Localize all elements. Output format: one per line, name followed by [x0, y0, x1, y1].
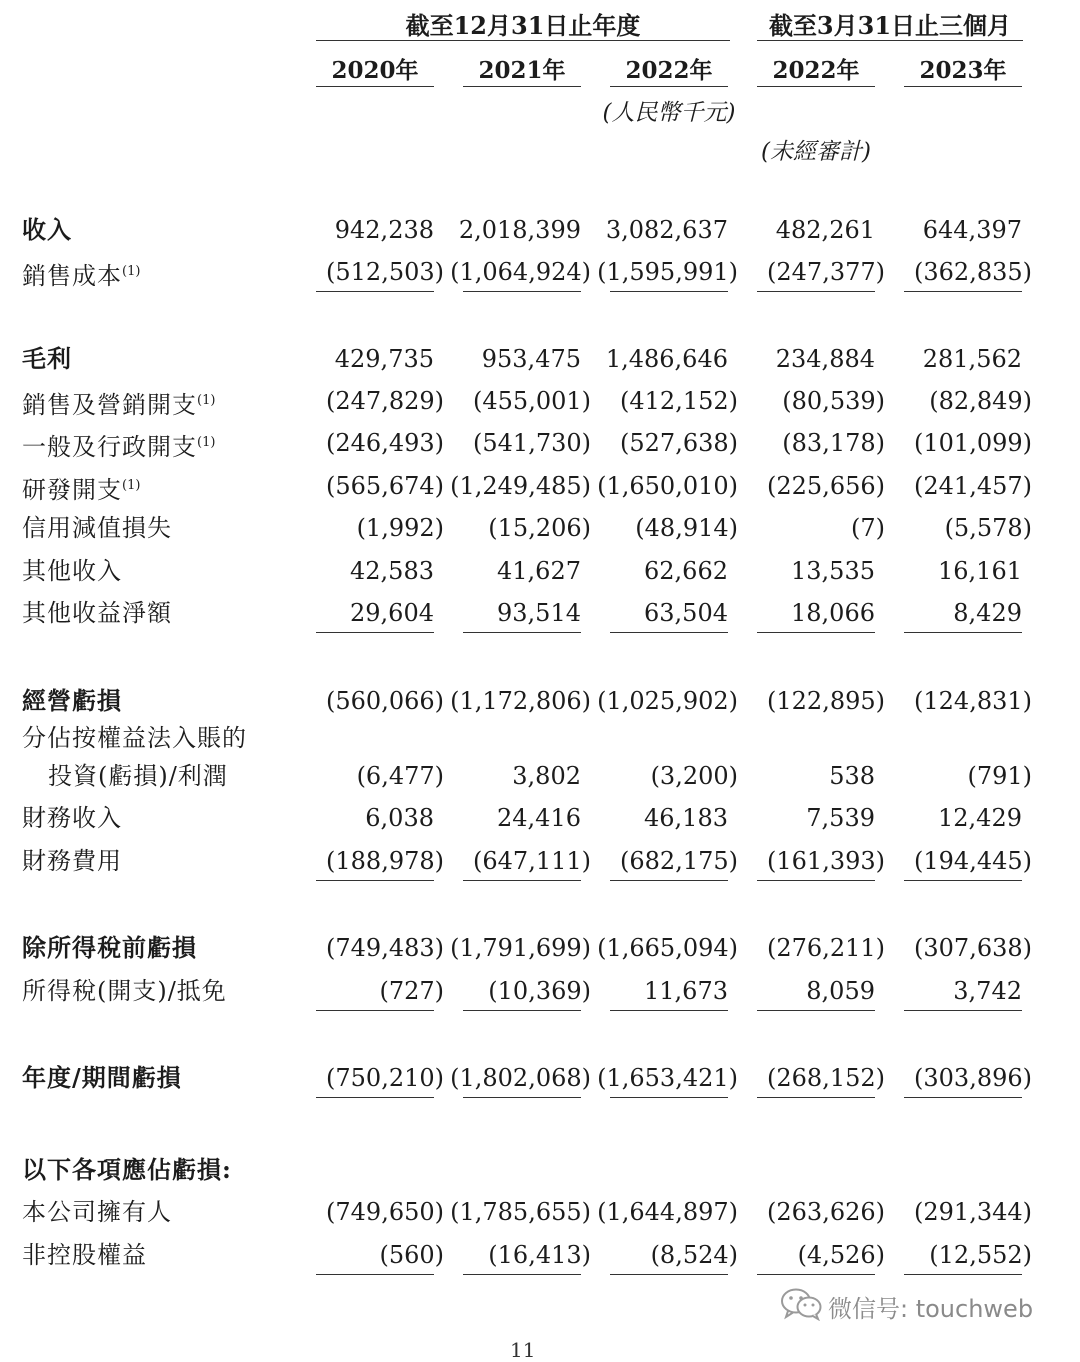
- table-cell: (1,665,094): [597, 934, 738, 962]
- table-cell: (188,978): [326, 847, 444, 875]
- row-label-owners: 本公司擁有人: [22, 1198, 172, 1226]
- table-cell: (161,393): [767, 847, 885, 875]
- table-cell: (455,001): [473, 387, 591, 415]
- table-cell: (1,249,485): [450, 472, 591, 500]
- table-cell: (8,524): [650, 1241, 738, 1269]
- table-cell: 234,884: [775, 345, 875, 373]
- table-cell: (791): [967, 762, 1032, 790]
- header-unaudited: (未經審計): [761, 139, 871, 165]
- table-cell: (749,650): [326, 1198, 444, 1226]
- header-year-2022: 2022年: [625, 57, 713, 84]
- table-cell: (303,896): [914, 1064, 1032, 1092]
- table-cell: (83,178): [782, 429, 885, 457]
- header-year-2022-q1: 2022年: [772, 57, 860, 84]
- section-rule: [316, 880, 434, 881]
- table-cell: (15,206): [488, 514, 591, 542]
- table-cell: 46,183: [644, 804, 728, 832]
- row-label-credit-impairment: 信用減值損失: [22, 514, 172, 542]
- row-label-gross-profit: 毛利: [22, 344, 72, 373]
- row-label-cost-of-sales: 銷售成本$^{(1)}$: [22, 262, 141, 290]
- row-label-operating-loss: 經營虧損: [22, 686, 122, 715]
- table-cell: (682,175): [620, 847, 738, 875]
- table-cell: (101,099): [914, 429, 1032, 457]
- table-cell: (225,656): [767, 472, 885, 500]
- table-cell: (1,644,897): [597, 1198, 738, 1226]
- row-label-loss-attributable: 以下各項應佔虧損:: [22, 1155, 232, 1184]
- section-rule: [463, 632, 581, 633]
- header-year-2020: 2020年: [331, 57, 419, 84]
- section-rule: [316, 1097, 434, 1098]
- table-cell: (48,914): [635, 514, 738, 542]
- header-group-quarterly: 截至3月31日止三個月: [768, 11, 1012, 40]
- table-cell: 482,261: [775, 216, 875, 244]
- section-rule: [610, 1010, 728, 1011]
- section-rule: [757, 1097, 875, 1098]
- row-label-revenue: 收入: [22, 215, 72, 244]
- row-label-non-controlling: 非控股權益: [22, 1241, 147, 1269]
- table-cell: (247,377): [767, 258, 885, 286]
- header-group-quarterly-rule: [757, 40, 1023, 41]
- section-rule: [316, 291, 434, 292]
- section-rule: [463, 291, 581, 292]
- table-cell: 18,066: [791, 599, 875, 627]
- table-cell: (1,653,421): [597, 1064, 738, 1092]
- section-rule: [757, 880, 875, 881]
- table-cell: (1,025,902): [597, 687, 738, 715]
- table-cell: (276,211): [767, 934, 885, 962]
- table-cell: (560,066): [326, 687, 444, 715]
- table-cell: 1,486,646: [605, 345, 728, 373]
- row-label-other-income: 其他收入: [22, 557, 122, 585]
- table-cell: (124,831): [914, 687, 1032, 715]
- section-rule: [757, 1274, 875, 1275]
- table-cell: 16,161: [938, 557, 1022, 585]
- table-cell: (1,595,991): [597, 258, 738, 286]
- wechat-icon: [780, 1287, 824, 1321]
- table-cell: (541,730): [473, 429, 591, 457]
- table-cell: (1,791,699): [450, 934, 591, 962]
- section-rule: [463, 880, 581, 881]
- table-cell: 644,397: [922, 216, 1022, 244]
- header-year-2023-q1: 2023年: [919, 57, 1007, 84]
- table-cell: (5,578): [944, 514, 1032, 542]
- table-cell: (241,457): [914, 472, 1032, 500]
- row-label-equity-method-line2: 投資(虧損)/利潤: [48, 762, 228, 790]
- table-cell: 538: [829, 762, 875, 790]
- table-cell: 3,742: [953, 977, 1022, 1005]
- section-rule: [463, 1097, 581, 1098]
- table-cell: (194,445): [914, 847, 1032, 875]
- section-rule: [904, 291, 1022, 292]
- section-rule: [757, 1010, 875, 1011]
- section-rule: [463, 1010, 581, 1011]
- section-rule: [904, 880, 1022, 881]
- row-label-finance-costs: 財務費用: [22, 847, 122, 875]
- section-rule: [610, 291, 728, 292]
- table-cell: (1,992): [356, 514, 444, 542]
- table-cell: (412,152): [620, 387, 738, 415]
- table-cell: (12,552): [929, 1241, 1032, 1269]
- header-group-annual-rule: [316, 40, 730, 41]
- table-cell: 3,082,637: [605, 216, 728, 244]
- table-cell: 12,429: [938, 804, 1022, 832]
- row-label-income-tax: 所得稅(開支)/抵免: [22, 977, 227, 1005]
- section-rule: [904, 632, 1022, 633]
- row-label-other-gains: 其他收益淨額: [22, 599, 172, 627]
- header-unit: (人民幣千元): [602, 100, 736, 126]
- table-cell: (647,111): [473, 847, 591, 875]
- table-cell: 2,018,399: [458, 216, 581, 244]
- table-cell: (1,785,655): [450, 1198, 591, 1226]
- table-cell: 429,735: [334, 345, 434, 373]
- section-rule: [316, 632, 434, 633]
- section-rule: [316, 1274, 434, 1275]
- row-label-finance-income: 財務收入: [22, 804, 122, 832]
- table-cell: 8,059: [806, 977, 875, 1005]
- table-cell: 281,562: [922, 345, 1022, 373]
- table-cell: 942,238: [334, 216, 434, 244]
- table-cell: 42,583: [350, 557, 434, 585]
- section-rule: [757, 291, 875, 292]
- table-cell: (268,152): [767, 1064, 885, 1092]
- table-cell: 6,038: [365, 804, 434, 832]
- table-cell: (246,493): [326, 429, 444, 457]
- table-cell: (291,344): [914, 1198, 1032, 1226]
- section-rule: [610, 1274, 728, 1275]
- table-cell: (7): [851, 514, 885, 542]
- table-cell: 24,416: [497, 804, 581, 832]
- table-cell: 29,604: [350, 599, 434, 627]
- section-rule: [316, 1010, 434, 1011]
- table-cell: 62,662: [644, 557, 728, 585]
- table-cell: (122,895): [767, 687, 885, 715]
- table-cell: (565,674): [326, 472, 444, 500]
- watermark-text: 微信号: touchweb: [828, 1295, 1034, 1323]
- table-cell: (263,626): [767, 1198, 885, 1226]
- table-cell: (1,064,924): [450, 258, 591, 286]
- table-cell: (512,503): [326, 258, 444, 286]
- table-cell: (10,369): [488, 977, 591, 1005]
- row-label-period-loss: 年度/期間虧損: [22, 1063, 182, 1092]
- table-cell: (727): [379, 977, 444, 1005]
- section-rule: [610, 632, 728, 633]
- table-cell: (6,477): [356, 762, 444, 790]
- header-group-annual: 截至12月31日止年度: [405, 11, 641, 40]
- table-cell: 93,514: [497, 599, 581, 627]
- table-cell: (80,539): [782, 387, 885, 415]
- row-label-selling-expenses: 銷售及營銷開支$^{(1)}$: [22, 391, 216, 419]
- page-number: 11: [510, 1338, 536, 1362]
- table-cell: 8,429: [953, 599, 1022, 627]
- section-rule: [463, 1274, 581, 1275]
- table-cell: 953,475: [481, 345, 581, 373]
- table-cell: (4,526): [797, 1241, 885, 1269]
- table-cell: 3,802: [512, 762, 581, 790]
- table-cell: (750,210): [326, 1064, 444, 1092]
- section-rule: [757, 632, 875, 633]
- table-cell: (247,829): [326, 387, 444, 415]
- table-cell: (307,638): [914, 934, 1032, 962]
- section-rule: [904, 1010, 1022, 1011]
- table-cell: (1,172,806): [450, 687, 591, 715]
- row-label-equity-method-line1: 分佔按權益法入賬的: [22, 724, 247, 752]
- table-cell: 13,535: [791, 557, 875, 585]
- table-cell: (82,849): [929, 387, 1032, 415]
- table-cell: (560): [379, 1241, 444, 1269]
- section-rule: [904, 1274, 1022, 1275]
- table-cell: (749,483): [326, 934, 444, 962]
- table-cell: (3,200): [650, 762, 738, 790]
- table-cell: 41,627: [497, 557, 581, 585]
- table-cell: 63,504: [644, 599, 728, 627]
- section-rule: [610, 880, 728, 881]
- row-label-admin-expenses: 一般及行政開支$^{(1)}$: [22, 433, 216, 461]
- section-rule: [904, 1097, 1022, 1098]
- table-cell: (1,802,068): [450, 1064, 591, 1092]
- row-label-loss-before-tax: 除所得稅前虧損: [22, 933, 197, 962]
- table-cell: (527,638): [620, 429, 738, 457]
- table-cell: (1,650,010): [597, 472, 738, 500]
- section-rule: [610, 1097, 728, 1098]
- table-cell: 11,673: [644, 977, 728, 1005]
- table-cell: (16,413): [488, 1241, 591, 1269]
- table-cell: (362,835): [914, 258, 1032, 286]
- header-year-2021: 2021年: [478, 57, 566, 84]
- table-cell: 7,539: [806, 804, 875, 832]
- row-label-rd-expenses: 研發開支$^{(1)}$: [22, 476, 141, 504]
